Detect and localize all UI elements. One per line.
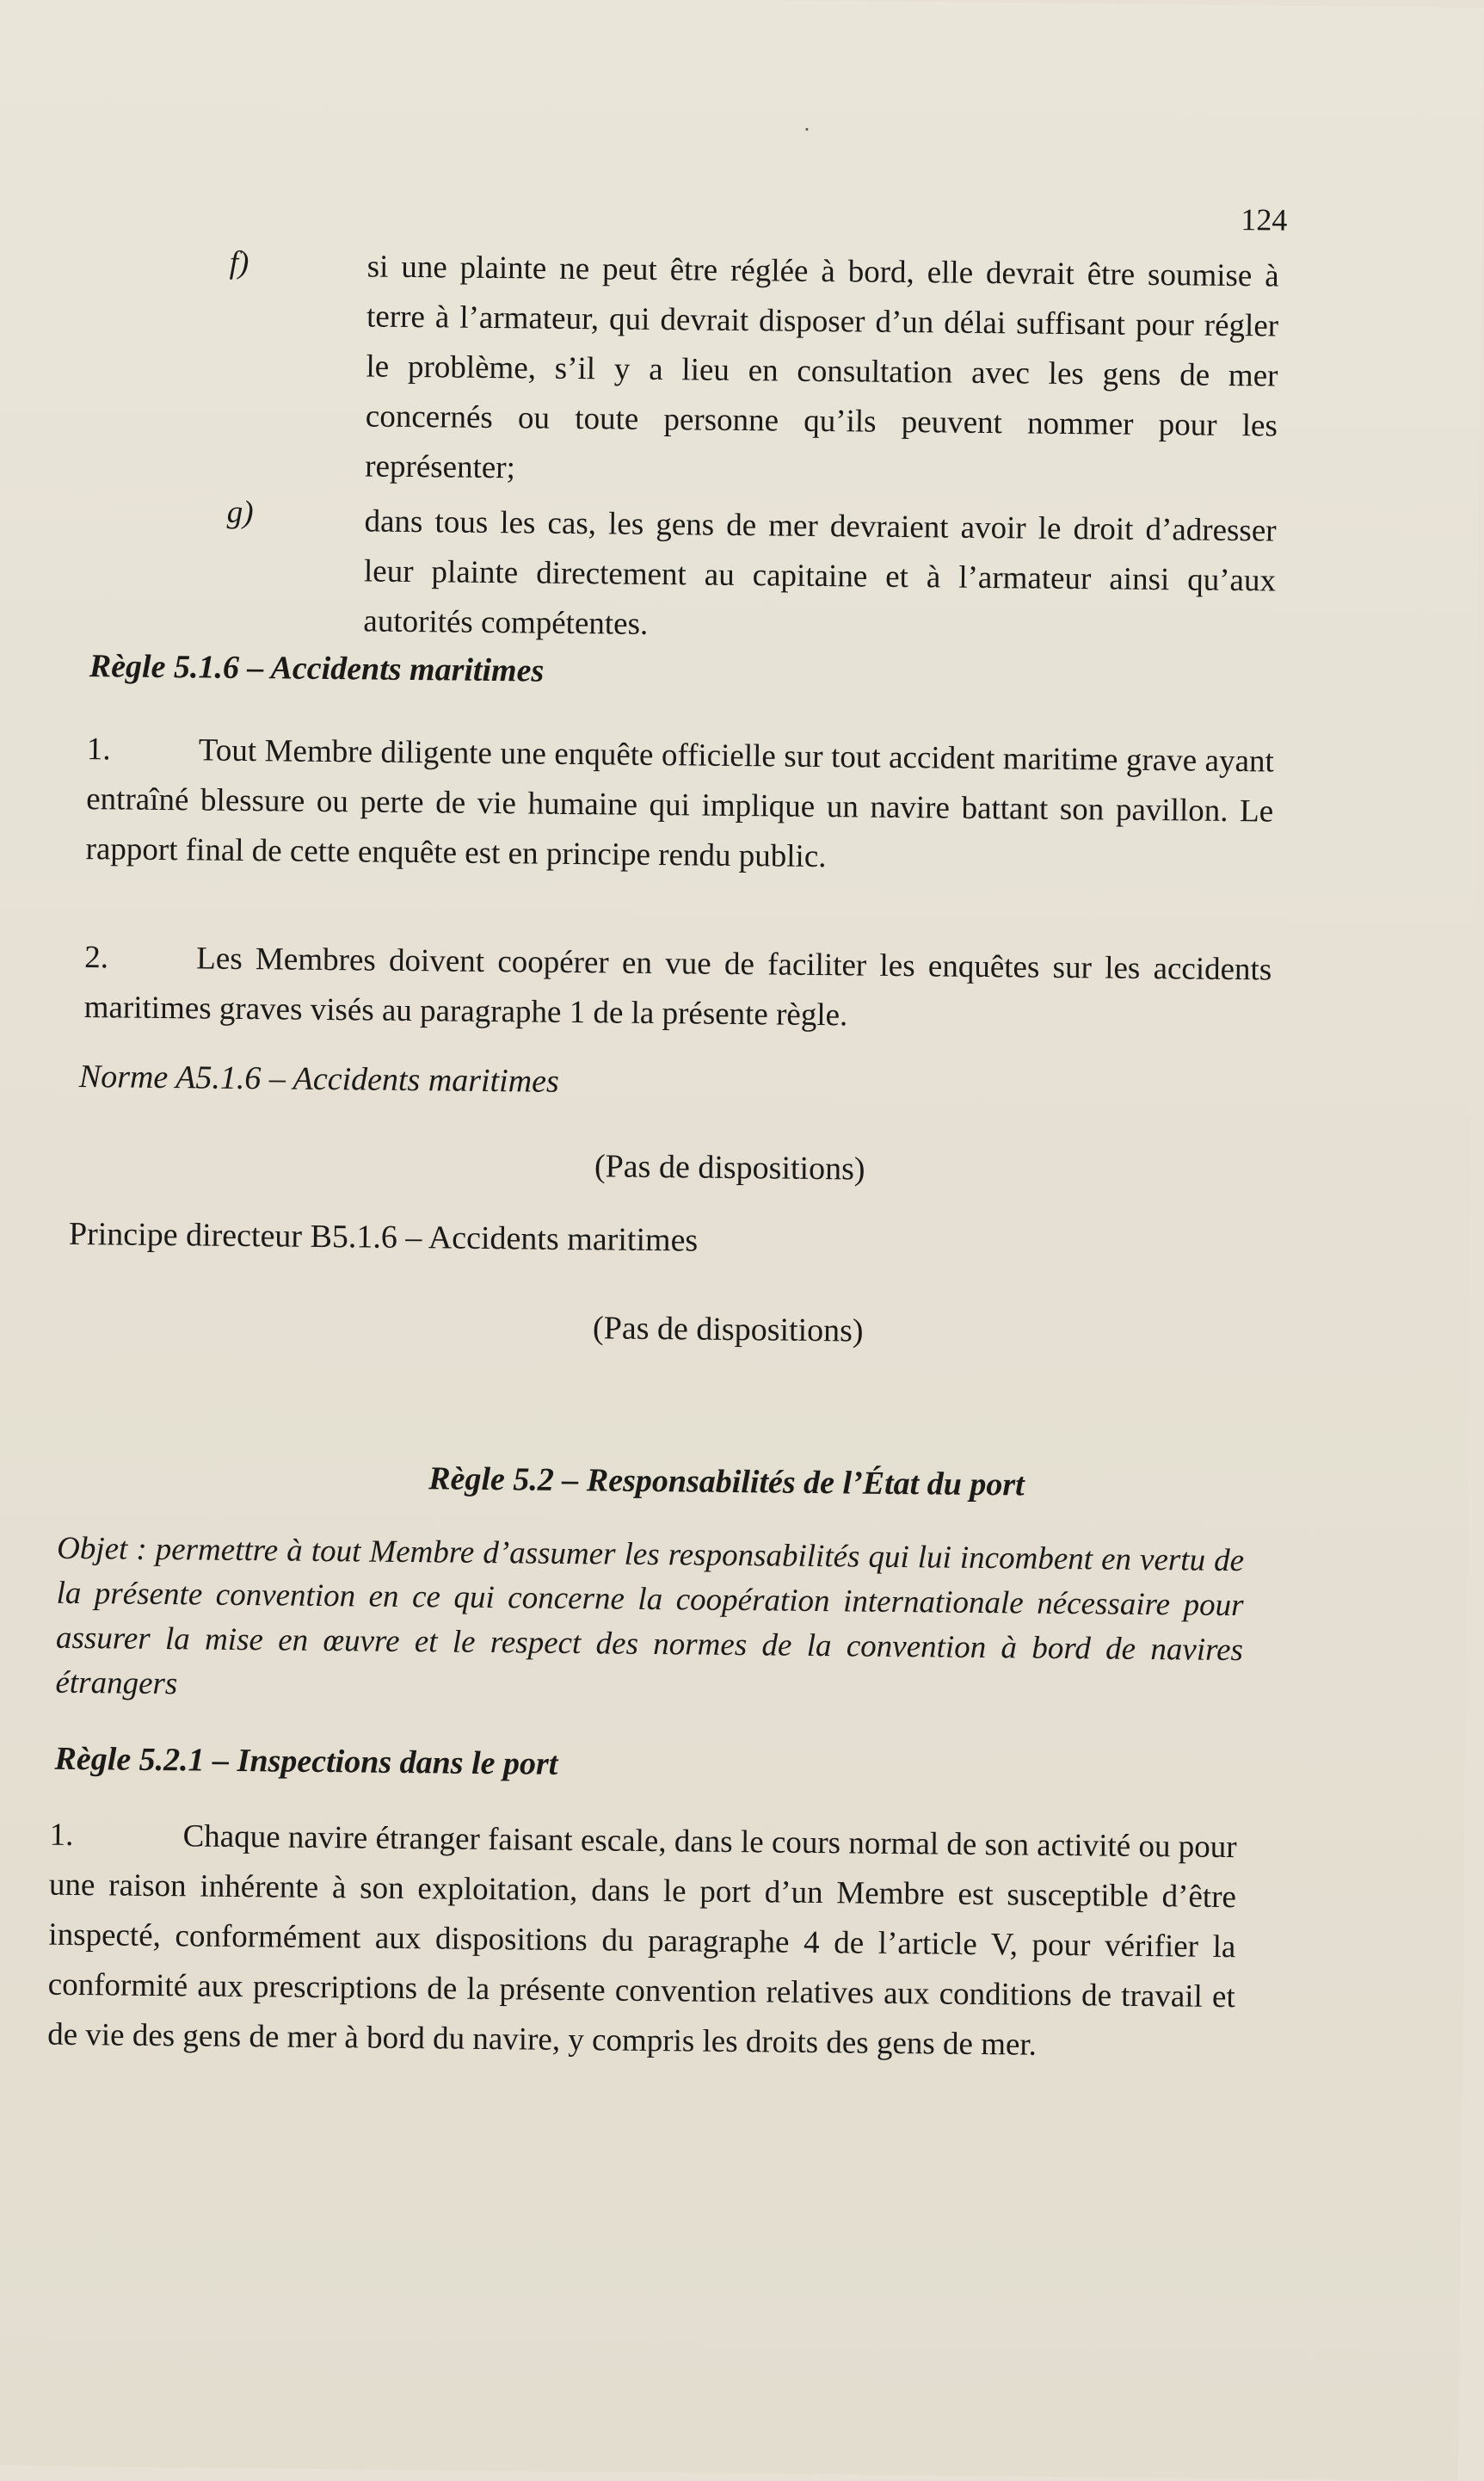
paragraph-516-1 bbox=[85, 725, 1274, 886]
item-letter-g: g) bbox=[226, 494, 254, 531]
section-heading-regle-52: Règle 5.2 – Responsabilités de l’État du port bbox=[428, 1460, 1025, 1503]
principe-heading: Principe directeur B5.1.6 – Accidents maritimes bbox=[68, 1215, 699, 1259]
page-number: 124 bbox=[1241, 202, 1288, 238]
norme-note: (Pas de dispositions) bbox=[594, 1148, 865, 1188]
paper-speck bbox=[805, 128, 808, 131]
paragraph-text: Tout Membre diligente une enquête officielle sur tout accident maritime grave ayant entraîné blessure ou perte de vie humaine qui implique un navire battant son pavillon. Le rapport final de cette enquête est en principe rendu public. bbox=[85, 732, 1274, 875]
norme-heading: Norme A5.1.6 – Accidents maritimes bbox=[78, 1058, 560, 1100]
item-text-f: si une plainte ne peut être réglée à bord, elle devrait être soumise à terre à l’armateur, qui devrait disposer d’un délai suffisant pour régler le problème, s’il y a lieu en consultation avec les gens de mer concernés ou toute personne qu’ils peuvent nommer pour les représenter; bbox=[365, 249, 1279, 486]
section-heading-regle-521: Règle 5.2.1 – Inspections dans le port bbox=[54, 1740, 558, 1782]
objet-text: Objet : permettre à tout Membre d’assumer les responsabilités qui lui incombent en vertu de la présente convention en ce qui concerne la coopération internationale nécessaire pour assurer la mise en œuvre et le respect des normes de la convention à bord de navires étrangers bbox=[55, 1530, 1245, 1702]
paragraph-number: 1. bbox=[86, 731, 111, 768]
paragraph-521-1 bbox=[47, 1811, 1237, 2072]
paragraph-number: 2. bbox=[84, 940, 109, 976]
item-text-g: dans tous les cas, les gens de mer devraient avoir le droit d’adresser leur plainte directement au capitaine et à l’armateur ainsi qu’aux autorités compétentes. bbox=[363, 503, 1277, 642]
paragraph-text: Chaque navire étranger faisant escale, dans le cours normal de son activité ou pour une raison inhérente à son exploitation, dans le port d’un Membre est susceptible d’être inspecté, conformément aux dispositions du paragraphe 4 de l’article V, pour vérifier la conformité aux prescriptions de la présente convention relatives aux conditions de travail et de vie des gens de mer à bord du navire, y compris les droits des gens de mer. bbox=[46, 1818, 1237, 2063]
paragraph-516-2 bbox=[83, 933, 1272, 1045]
paragraph-number: 1. bbox=[49, 1817, 74, 1853]
paragraph-text: Les Membres doivent coopérer en vue de faciliter les enquêtes sur les accidents maritimes graves visés au paragraphe 1 de la présente règle. bbox=[83, 941, 1272, 1034]
section-heading-regle-516: Règle 5.1.6 – Accidents maritimes bbox=[89, 648, 545, 689]
item-letter-f: f) bbox=[229, 244, 249, 281]
principe-note: (Pas de dispositions) bbox=[592, 1310, 864, 1349]
